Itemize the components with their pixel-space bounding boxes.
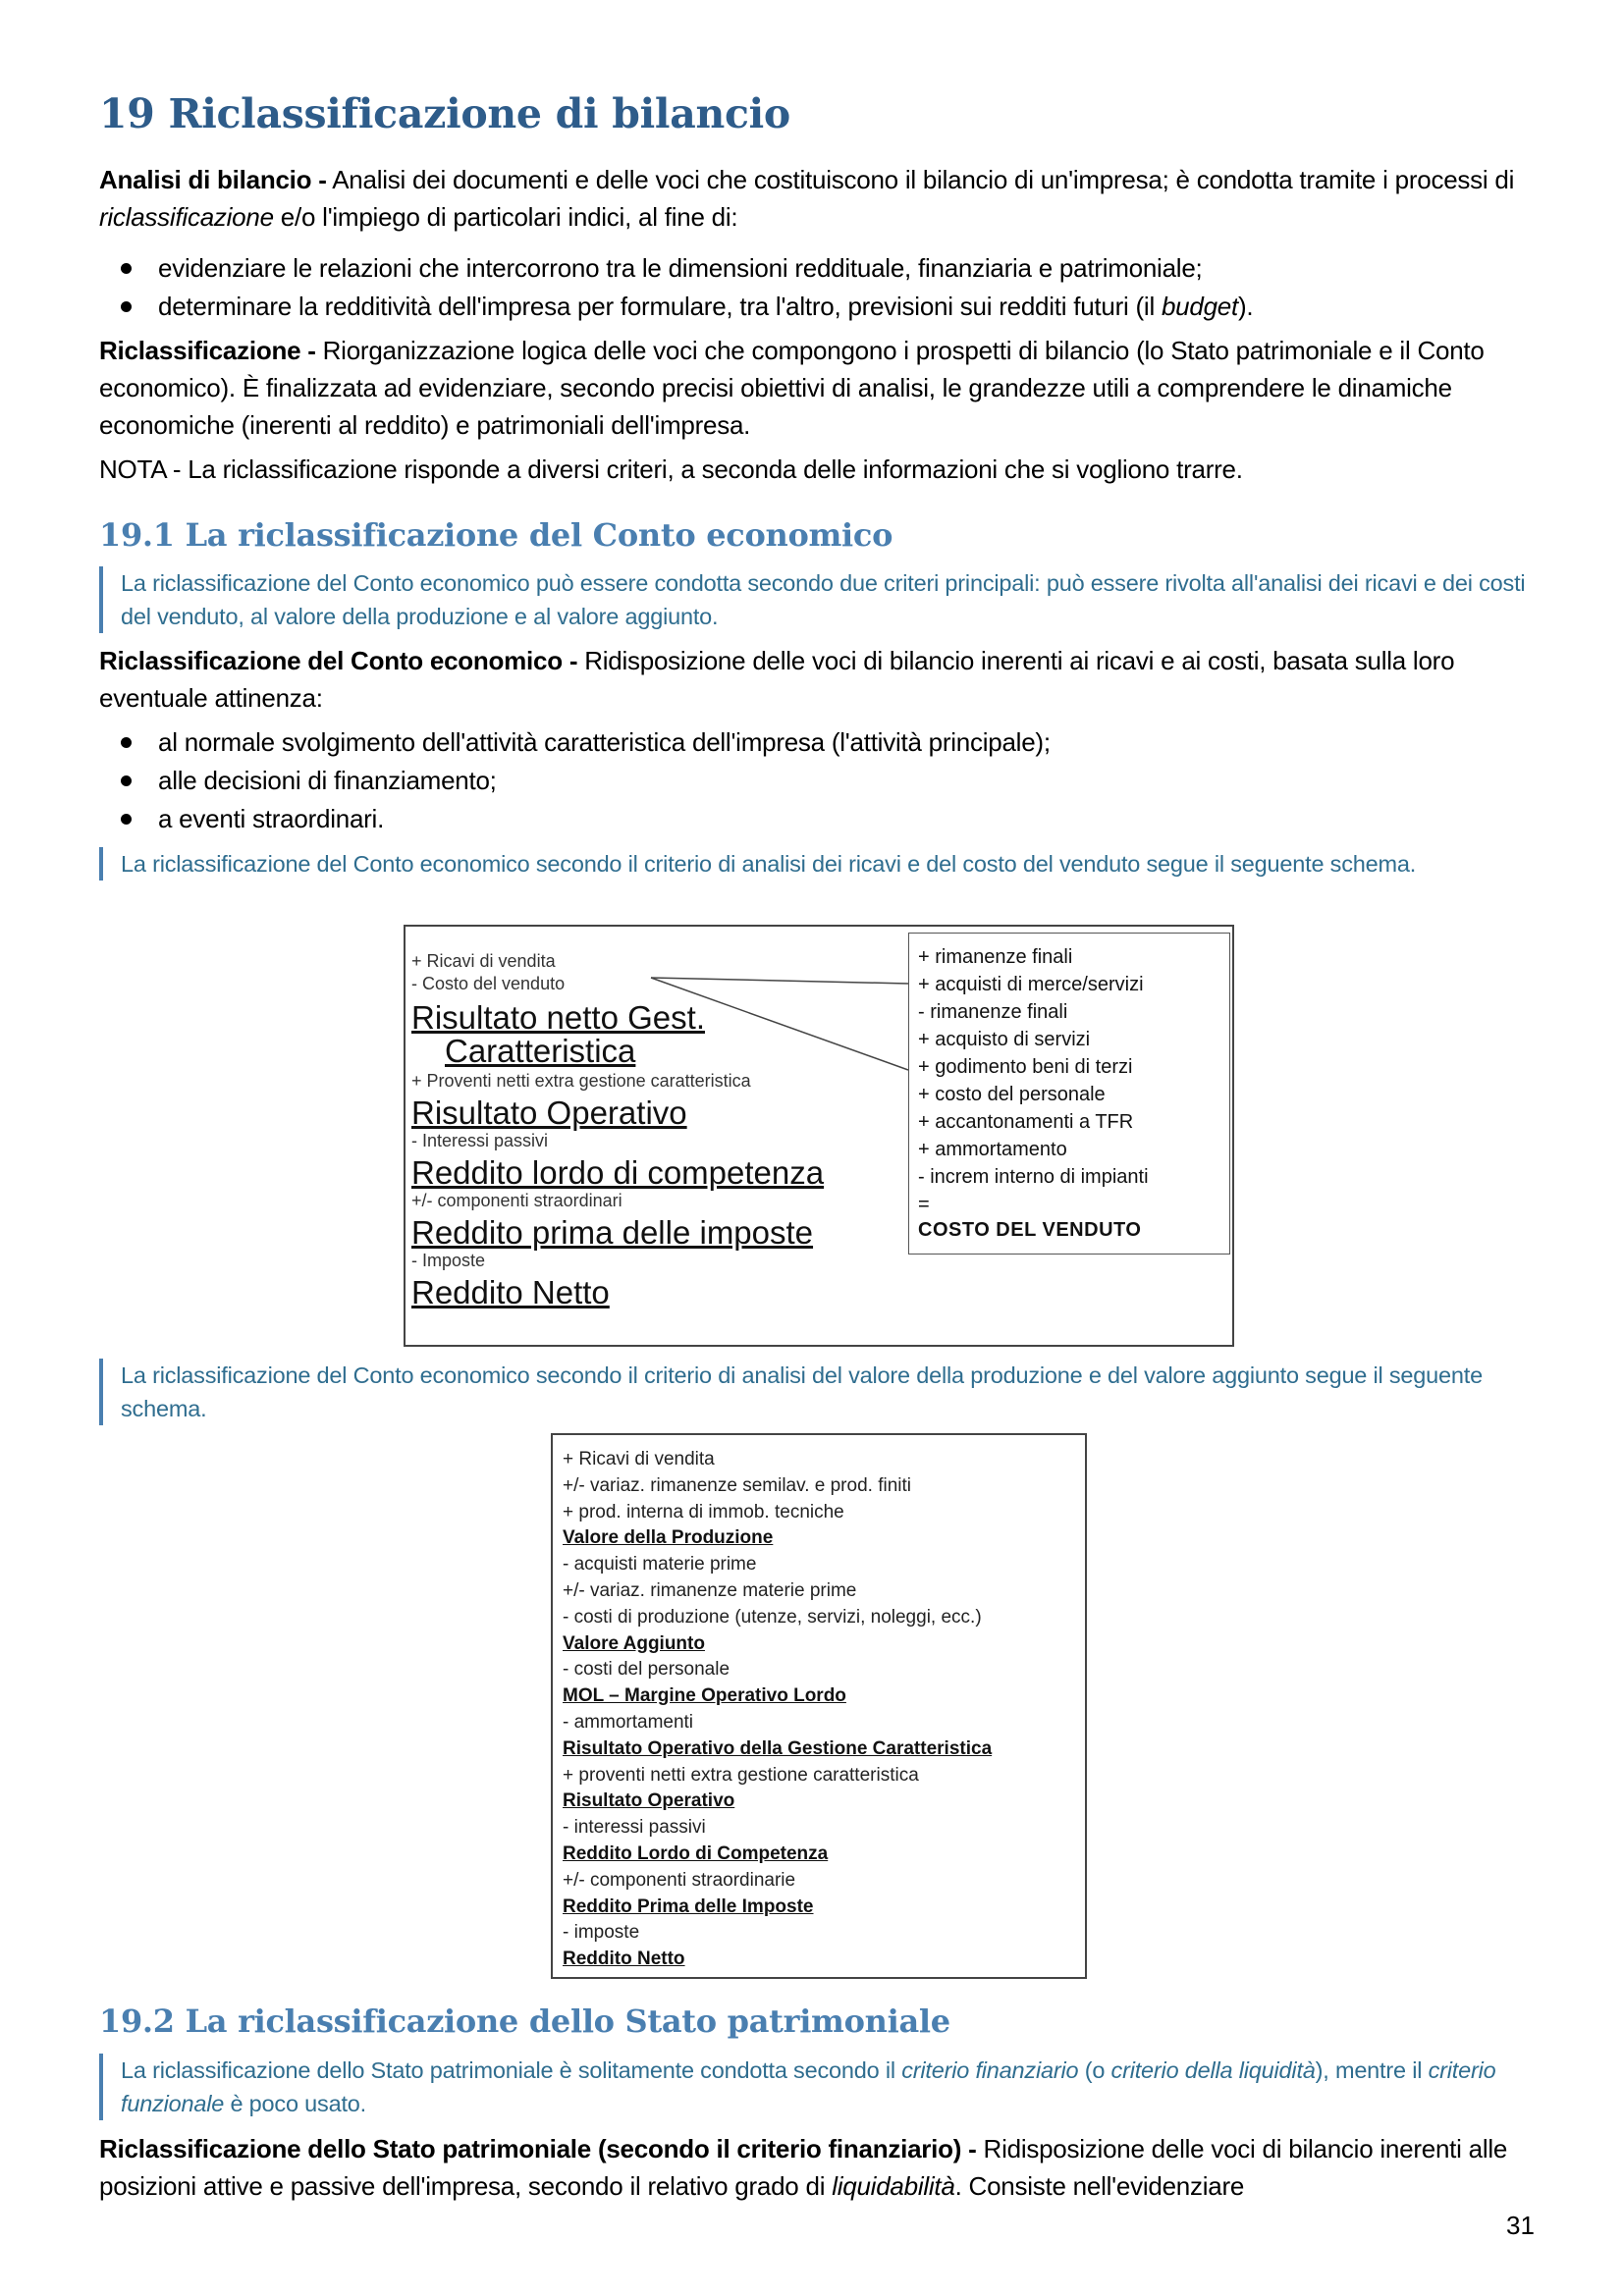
schema1-cost-item: + rimanenze finali xyxy=(918,946,1073,968)
note-text: ), mentre il xyxy=(1315,2057,1429,2083)
schema1-cost-item: + acquisti di merce/servizi xyxy=(918,974,1144,995)
note-schema-2: La riclassificazione del Conto economico secondo il criterio di analisi del valore della produzione e del valore aggiunto segue il seguente schema. xyxy=(99,1359,1554,1425)
schema-costo-venduto xyxy=(404,925,1234,1347)
italic-term: liquidabilità xyxy=(832,2171,955,2201)
section-number: 19.1 xyxy=(99,516,175,554)
bullet-list-ce xyxy=(99,723,1533,838)
schema1-cost-item: + ammortamento xyxy=(918,1139,1067,1160)
list-item-text: ). xyxy=(1237,292,1254,321)
schema1-cost-item: + acquisto di servizi xyxy=(918,1029,1091,1050)
schema2-subtotal: Valore della Produzione xyxy=(563,1527,774,1549)
note-schema-1: La riclassificazione del Conto economico secondo il criterio di analisi dei ricavi e del costo del venduto segue il seguente schema. xyxy=(99,847,1554,881)
paragraph-text: Ridisposizione delle voci di bilancio inerenti ai ricavi e ai costi, basata sulla loro eventuale attinenza: xyxy=(99,646,1455,713)
chapter-heading xyxy=(99,90,790,137)
paragraph-text: Analisi dei documenti e delle voci che costituiscono il bilancio di un'impresa; è condotta tramite i processi di xyxy=(326,165,1515,194)
paragraph-conto-economico xyxy=(99,642,1533,717)
list-item-text: determinare la redditività dell'impresa per formulare, tra l'altro, previsioni sui redditi futuri (il xyxy=(158,292,1162,321)
schema-valore-aggiunto xyxy=(551,1433,1087,1979)
schema2-subtotal: Reddito Netto xyxy=(563,1949,685,1970)
paragraph-text: Riorganizzazione logica delle voci che compongono i prospetti di bilancio (lo Stato patrimoniale e il Conto economico). È finalizzata ad evidenziare, secondo precisi obiettivi di analisi, le grandezze utili a comprendere le dinamiche economiche (inerenti al reddito) e patrimoniali dell'impresa. xyxy=(99,336,1485,440)
schema1-subtotal: Reddito prima delle imposte xyxy=(411,1214,814,1251)
list-item: a eventi straordinari. xyxy=(99,800,1533,838)
schema1-subtotal: Reddito Netto xyxy=(411,1274,610,1310)
schema2-item: - imposte xyxy=(563,1922,640,1944)
schema2-item: +/- variaz. rimanenze semilav. e prod. finiti xyxy=(563,1474,911,1496)
italic-term: budget xyxy=(1161,292,1238,321)
list-item xyxy=(99,288,1533,326)
paragraph-riclassificazione xyxy=(99,332,1533,444)
section-number: 19.2 xyxy=(99,2002,175,2040)
section-title: La riclassificazione dello Stato patrimoniale xyxy=(185,2002,950,2040)
schema1-right-box xyxy=(908,933,1230,1255)
schema1-item: - Imposte xyxy=(411,1251,486,1270)
bullet-list-analisi xyxy=(99,249,1533,326)
schema1-subtotal: Risultato Operativo xyxy=(411,1095,687,1131)
term-conto-economico: Riclassificazione del Conto economico - xyxy=(99,646,578,675)
schema1-item: - Interessi passivi xyxy=(411,1131,549,1150)
italic-term: criterio della liquidità xyxy=(1110,2057,1316,2083)
schema1-subtotal: Caratteristica xyxy=(445,1033,636,1069)
note-text: La riclassificazione dello Stato patrimoniale è solitamente condotta secondo il xyxy=(121,2057,902,2083)
schema2-item: +/- componenti straordinarie xyxy=(563,1869,796,1891)
schema2-item: + Ricavi di vendita xyxy=(563,1449,715,1469)
schema2-subtotal: Reddito Lordo di Competenza xyxy=(563,1842,829,1864)
list-item-text: evidenziare le relazioni che intercorrono tra le dimensioni reddituale, finanziaria e patrimoniale; xyxy=(158,253,1203,283)
paragraph-text: Ridisposizione delle voci di bilancio inerenti alle posizioni attive e passive dell'impresa, secondo il relativo grado di xyxy=(99,2134,1508,2201)
chapter-title: Riclassificazione di bilancio xyxy=(168,90,790,137)
paragraph-stato-patrimoniale xyxy=(99,2130,1533,2205)
section-heading-19-2 xyxy=(99,2002,950,2040)
schema1-item: - Costo del venduto xyxy=(411,974,566,993)
schema1-total: COSTO DEL VENDUTO xyxy=(918,1219,1142,1241)
schema1-subtotal: Reddito lordo di competenza xyxy=(411,1154,825,1191)
schema2-item: - interessi passivi xyxy=(563,1817,706,1839)
section-heading-19-1 xyxy=(99,516,893,554)
schema2-subtotal: Valore Aggiunto xyxy=(563,1632,705,1654)
section-title: La riclassificazione del Conto economico xyxy=(185,516,893,554)
schema1-equals: = xyxy=(918,1194,930,1215)
schema2-item: +/- variaz. rimanenze materie prime xyxy=(563,1579,857,1601)
paragraph-text: e/o l'impiego di particolari indici, al fine di: xyxy=(273,202,738,232)
schema2-subtotal: Risultato Operativo xyxy=(563,1790,735,1812)
list-item: al normale svolgimento dell'attività caratteristica dell'impresa (l'attività principale); xyxy=(99,723,1533,762)
note-text: (o xyxy=(1078,2057,1111,2083)
schema1-item: + Ricavi di vendita xyxy=(411,951,556,971)
schema2-item: - acquisti materie prime xyxy=(563,1554,757,1575)
schema1-cost-item: + costo del personale xyxy=(918,1084,1106,1105)
schema1-item: + Proventi netti extra gestione caratteristica xyxy=(411,1071,751,1091)
italic-term: criterio finanziario xyxy=(901,2057,1079,2083)
list-item xyxy=(99,249,1533,288)
list-item: alle decisioni di finanziamento; xyxy=(99,762,1533,800)
schema1-cost-item: + godimento beni di terzi xyxy=(918,1056,1133,1078)
chapter-number: 19 xyxy=(99,90,155,137)
schema2-subtotal: Reddito Prima delle Imposte xyxy=(563,1896,814,1917)
paragraph-text: . Consiste nell'evidenziare xyxy=(954,2171,1245,2201)
term-stato-patrimoniale: Riclassificazione dello Stato patrimoniale (secondo il criterio finanziario) - xyxy=(99,2134,977,2163)
note-19-1: La riclassificazione del Conto economico può essere condotta secondo due criteri principali: può essere rivolta all'analisi dei ricavi e dei costi del venduto, al valore della produzione e al valore aggiunto. xyxy=(99,566,1554,633)
schema1-cost-item: - increm interno di impianti xyxy=(918,1166,1149,1188)
schema2-item: - ammortamenti xyxy=(563,1711,694,1733)
term-analisi: Analisi di bilancio - xyxy=(99,165,327,194)
note-text: è poco usato. xyxy=(224,2091,366,2116)
schema1-item: +/- componenti straordinari xyxy=(411,1191,622,1210)
schema2-item: - costi di produzione (utenze, servizi, noleggi, ecc.) xyxy=(563,1606,982,1628)
schema2-item: + prod. interna di immob. tecniche xyxy=(563,1501,844,1522)
schema2-subtotal: MOL – Margine Operativo Lordo xyxy=(563,1685,846,1707)
paragraph-nota: NOTA - La riclassificazione risponde a diversi criteri, a seconda delle informazioni che si vogliono trarre. xyxy=(99,454,1243,484)
italic-term: riclassificazione xyxy=(99,202,274,232)
term-riclassificazione: Riclassificazione - xyxy=(99,336,316,365)
schema2-item: - costi del personale xyxy=(563,1659,730,1681)
schema1-cost-item: - rimanenze finali xyxy=(918,1001,1068,1023)
schema1-left-column xyxy=(411,950,922,1309)
note-19-2 xyxy=(99,2054,1554,2120)
italic-term: criterio funzionale xyxy=(121,2057,1496,2116)
paragraph-analisi xyxy=(99,161,1533,236)
schema1-subtotal: Risultato netto Gest. xyxy=(411,999,705,1036)
schema1-cost-item: + accantonamenti a TFR xyxy=(918,1111,1134,1133)
schema2-subtotal: Risultato Operativo della Gestione Caratteristica xyxy=(563,1737,993,1759)
page-number: 31 xyxy=(1506,2211,1535,2240)
schema2-item: + proventi netti extra gestione caratteristica xyxy=(563,1764,919,1786)
